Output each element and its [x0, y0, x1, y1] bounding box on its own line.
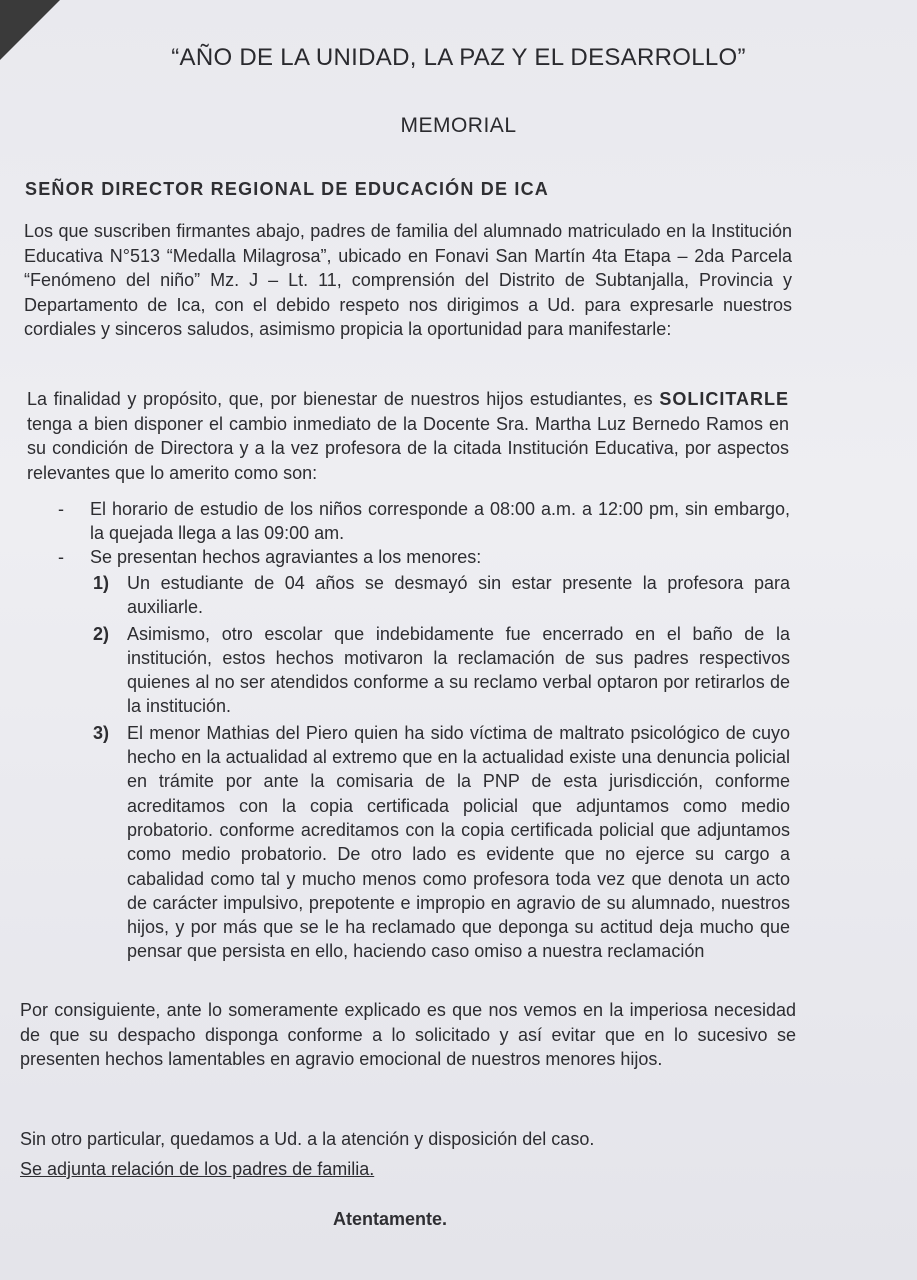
- closing-salutation: Atentamente.: [333, 1209, 448, 1229]
- document-title: MEMORIAL: [400, 114, 517, 137]
- incident-text: El menor Mathias del Piero quien ha sido víctima de maltrato psicológico de cuyo hecho en la actualidad al extremo que en la actualidad existe una denuncia policial en trámite por ante la comisaria de la PNP de esta jurisdicción, conforme acreditamos con la copia certificada policial que adjuntamos como medio probatorio. conforme acreditamos con la copia certificada policial que adjuntamos como medio probatorio. De otro lado es evidente que no ejerce su cargo a cabalidad como tal y mucho menos como profesora toda vez que denota un acto de carácter impulsivo, prepotente e impropio en agravio de su alumnado, nuestros hijos, y por más que se le ha reclamado que deponga su actitud deja mucho que pensar que persista en ello, haciendo caso omiso a nuestra reclamación: [127, 722, 790, 962]
- intro-paragraph: Los que suscriben firmantes abajo, padres de familia del alumnado matriculado en la Institución Educativa N°513 “Medalla Milagrosa”, ubicado en Fonavi San Martín 4ta Etapa – 2da Parcela “Fenómeno del niño” Mz. J – Lt. 11, comprensión del Distrito de Subtanjalla, Provincia y Departamento de Ica, con el debido respeto nos dirigimos a Ud. para expresarle nuestros cordiales y sinceros saludos, asimismo propicia la oportunidad para manifestarle:: [24, 221, 792, 339]
- dash-bullet: -: [58, 547, 64, 567]
- incident-number: 1): [93, 573, 110, 593]
- farewell-line: Sin otro particular, quedamos a Ud. a la atención y disposición del caso.: [20, 1129, 595, 1149]
- schedule-complaint: El horario de estudio de los niños corresponde a 08:00 a.m. a 12:00 pm, sin embargo, la quejada llega a las 09:00 am.: [90, 499, 790, 543]
- year-motto: “AÑO DE LA UNIDAD, LA PAZ Y EL DESARROLLO”: [171, 44, 746, 71]
- incident-item: [93, 571, 790, 620]
- dash-bullet: -: [58, 499, 64, 519]
- incident-item: [93, 721, 790, 964]
- incident-text: Asimismo, otro escolar que indebidamente fue encerrado en el baño de la institución, estos hechos motivaron la reclamación de sus padres respectivos quienes al no ser atendidos conforme a su reclamo verbal optaron por retirarlos de la institución.: [127, 623, 790, 717]
- purpose-text-end: tenga a bien disponer el cambio inmediato de la Docente Sra. Martha Luz Bernedo Ramos en su condición de Directora y a la vez profesora de la citada Institución Educativa, por aspectos relevantes que lo amerito como son:: [27, 413, 789, 483]
- incident-number: 3): [93, 722, 110, 743]
- complaint-list: [58, 497, 790, 569]
- incident-text: Un estudiante de 04 años se desmayó sin estar presente la profesora para auxiliarle.: [127, 573, 790, 618]
- request-keyword: SOLICITARLE: [659, 389, 789, 409]
- addressee: SEÑOR DIRECTOR REGIONAL DE EDUCACIÓN DE ICA: [25, 179, 549, 199]
- conclusion-paragraph: Por consiguiente, ante lo someramente explicado es que nos vemos en la imperiosa necesidad de que su despacho disponga conforme a lo solicitado y así evitar que en lo sucesivo se presenten hechos lamentables en agravio emocional de nuestros menores hijos.: [20, 1000, 796, 1069]
- incidents-heading: Se presentan hechos agraviantes a los menores:: [90, 547, 482, 567]
- incident-number: 2): [93, 623, 110, 644]
- incident-list: [93, 571, 790, 966]
- purpose-paragraph: [27, 387, 789, 485]
- attachment-note: Se adjunta relación de los padres de familia.: [20, 1159, 375, 1179]
- list-item: [58, 497, 790, 545]
- incident-item: [93, 622, 790, 719]
- list-item: [58, 545, 790, 569]
- purpose-text-start: La finalidad y propósito, que, por bienestar de nuestros hijos estudiantes, es: [27, 389, 660, 409]
